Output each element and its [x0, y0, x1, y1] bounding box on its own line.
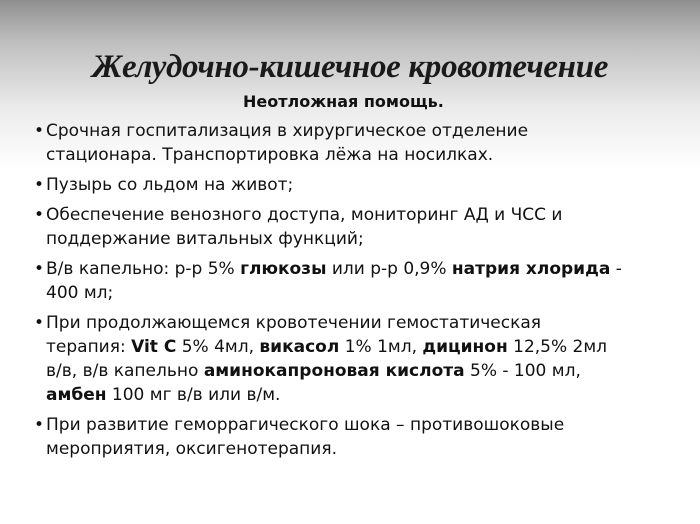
item-text: Обеспечение венозного доступа, мониторинг АД и ЧСС и [46, 205, 563, 225]
item-text: При продолжающемся кровотечении гемостатическая [46, 313, 542, 333]
drug-name: дицинон [422, 337, 508, 357]
text-run: 100 мг в/в или в/м. [106, 385, 281, 405]
bullet-marker: • [34, 415, 45, 435]
item-text [46, 359, 674, 383]
item-text: 400 мл; [46, 283, 114, 303]
slide-subtitle: Неотложная помощь. [243, 92, 444, 111]
drug-name: амбен [46, 385, 107, 405]
item-text [46, 335, 674, 359]
item-text: мероприятия, оксигенотерапия. [46, 439, 337, 459]
item-text: поддержание витальных функций; [46, 229, 364, 249]
item-text [46, 257, 674, 281]
item-text: стационара. Транспортировка лёжа на носилках. [46, 145, 494, 165]
list-item [34, 413, 674, 461]
slide-title: Желудочно-кишечное кровотечение [92, 49, 609, 85]
drug-name: Vit C [131, 337, 177, 357]
text-run: В/в капельно: р-р 5% [46, 259, 241, 279]
text-run: в/в, в/в капельно [46, 361, 204, 381]
text-run: терапия: [46, 337, 132, 357]
list-item [34, 257, 674, 305]
list-item [34, 173, 674, 197]
text-run: 5% - 100 мл, [464, 361, 581, 381]
item-text: Срочная госпитализация в хирургическое отделение [46, 121, 529, 141]
drug-name: натрия хлорида [451, 259, 611, 279]
item-text: При развитие геморрагического шока – противошоковые [46, 415, 565, 435]
bullet-marker: • [34, 259, 45, 279]
bullet-marker: • [34, 175, 45, 195]
item-text: Пузырь со льдом на живот; [46, 175, 294, 195]
drug-name: викасол [259, 337, 340, 357]
text-run: 5% 4мл, [176, 337, 260, 357]
bullet-list [34, 119, 674, 467]
drug-name: глюкозы [240, 259, 327, 279]
list-item [34, 203, 674, 251]
list-item [34, 119, 674, 167]
text-run: или р-р 0,9% [326, 259, 452, 279]
text-run: - [610, 259, 622, 279]
bullet-marker: • [34, 121, 45, 141]
text-run: 1% 1мл, [339, 337, 423, 357]
text-run: 12,5% 2мл [507, 337, 608, 357]
drug-name: аминокапроновая кислота [203, 361, 465, 381]
item-text [46, 383, 674, 407]
list-item [34, 311, 674, 407]
bullet-marker: • [34, 205, 45, 225]
bullet-marker: • [34, 313, 45, 333]
